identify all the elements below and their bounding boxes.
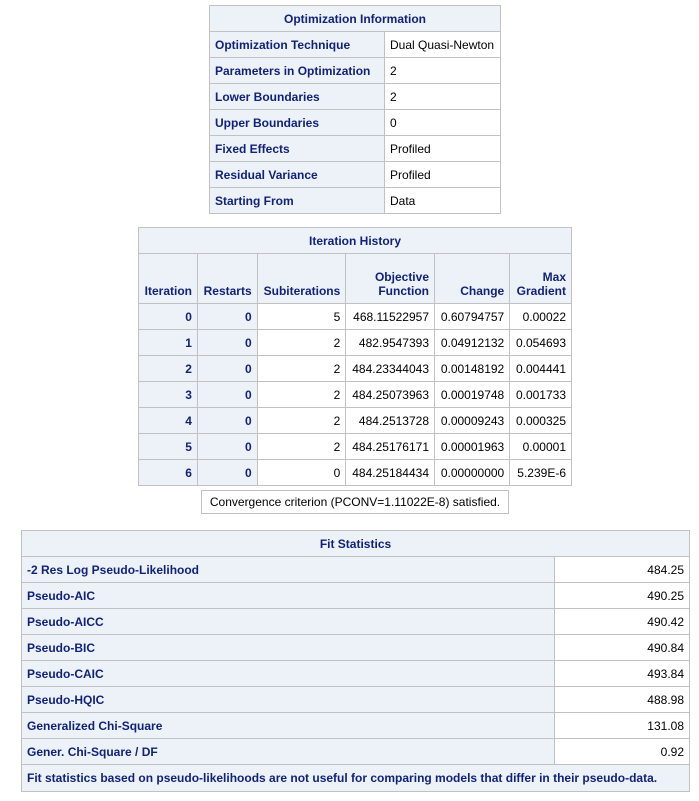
objective-cell: 482.9547393: [346, 330, 435, 356]
statistic-label: Pseudo-CAIC: [22, 661, 555, 687]
restarts-cell: 0: [197, 330, 257, 356]
table-row: [139, 356, 572, 382]
column-header-change: Change: [435, 254, 510, 304]
statistic-value: 0.92: [555, 739, 690, 765]
change-cell: 0.00019748: [435, 382, 510, 408]
table-row: [22, 635, 690, 661]
iteration-cell: 5: [139, 434, 198, 460]
statistic-label: Gener. Chi-Square / DF: [22, 739, 555, 765]
row-value: 0: [385, 110, 501, 136]
table-title: Optimization Information: [210, 6, 501, 32]
optimization-information-table: [209, 5, 501, 214]
table-row: [210, 110, 501, 136]
row-value: Profiled: [385, 136, 501, 162]
row-label: Upper Boundaries: [210, 110, 385, 136]
column-header-restarts: Restarts: [197, 254, 257, 304]
table-title: Fit Statistics: [22, 531, 690, 557]
table-row: [139, 330, 572, 356]
iteration-cell: 3: [139, 382, 198, 408]
objective-cell: 484.25184434: [346, 460, 435, 486]
change-cell: 0.00148192: [435, 356, 510, 382]
statistic-label: Pseudo-BIC: [22, 635, 555, 661]
row-value: 2: [385, 58, 501, 84]
subiterations-cell: 0: [257, 460, 346, 486]
change-cell: 0.60794757: [435, 304, 510, 330]
subiterations-cell: 5: [257, 304, 346, 330]
row-value: 2: [385, 84, 501, 110]
gradient-cell: 0.00022: [510, 304, 572, 330]
statistic-label: -2 Res Log Pseudo-Likelihood: [22, 557, 555, 583]
gradient-cell: 0.000325: [510, 408, 572, 434]
table-row: [139, 304, 572, 330]
gradient-cell: 0.00001: [510, 434, 572, 460]
statistic-value: 488.98: [555, 687, 690, 713]
table-row: [139, 434, 572, 460]
objective-cell: 468.11522957: [346, 304, 435, 330]
table-row: [210, 84, 501, 110]
table-row: [22, 713, 690, 739]
table-row: [210, 32, 501, 58]
column-header-iteration: Iteration: [139, 254, 198, 304]
row-label: Parameters in Optimization: [210, 58, 385, 84]
table-row: [139, 460, 572, 486]
optimization-info-rows: [210, 32, 501, 214]
table-row: [139, 382, 572, 408]
table-title: Iteration History: [139, 228, 572, 254]
table-row: [210, 162, 501, 188]
table-footnote: Fit statistics based on pseudo-likelihoods are not useful for comparing models that differ in their pseudo-data.: [22, 765, 690, 792]
row-value: Dual Quasi-Newton: [385, 32, 501, 58]
subiterations-cell: 2: [257, 330, 346, 356]
objective-cell: 484.25176171: [346, 434, 435, 460]
objective-cell: 484.23344043: [346, 356, 435, 382]
subiterations-cell: 2: [257, 434, 346, 460]
objective-cell: 484.2513728: [346, 408, 435, 434]
iteration-history-rows: [139, 304, 572, 486]
column-header-subiterations: Subiterations: [257, 254, 346, 304]
table-row: [210, 136, 501, 162]
subiterations-cell: 2: [257, 382, 346, 408]
subiterations-cell: 2: [257, 408, 346, 434]
iteration-cell: 6: [139, 460, 198, 486]
gradient-cell: 5.239E-6: [510, 460, 572, 486]
iteration-cell: 2: [139, 356, 198, 382]
iteration-cell: 4: [139, 408, 198, 434]
subiterations-cell: 2: [257, 356, 346, 382]
row-value: Data: [385, 188, 501, 214]
change-cell: 0.00000000: [435, 460, 510, 486]
row-label: Optimization Technique: [210, 32, 385, 58]
restarts-cell: 0: [197, 304, 257, 330]
statistic-label: Pseudo-AIC: [22, 583, 555, 609]
table-row: [22, 687, 690, 713]
column-header-objective-function: Objective Function: [346, 254, 435, 304]
statistic-value: 490.84: [555, 635, 690, 661]
statistic-value: 490.25: [555, 583, 690, 609]
change-cell: 0.04912132: [435, 330, 510, 356]
table-row: [210, 58, 501, 84]
table-row: [22, 557, 690, 583]
restarts-cell: 0: [197, 434, 257, 460]
statistic-value: 490.42: [555, 609, 690, 635]
statistic-label: Generalized Chi-Square: [22, 713, 555, 739]
gradient-cell: 0.054693: [510, 330, 572, 356]
statistic-value: 493.84: [555, 661, 690, 687]
iteration-history-table: [138, 227, 572, 486]
convergence-status: Convergence criterion (PCONV=1.11022E-8) satisfied.: [201, 490, 509, 514]
restarts-cell: 0: [197, 356, 257, 382]
row-label: Residual Variance: [210, 162, 385, 188]
statistic-label: Pseudo-HQIC: [22, 687, 555, 713]
statistic-value: 131.08: [555, 713, 690, 739]
row-label: Starting From: [210, 188, 385, 214]
fit-statistics-rows: [22, 557, 690, 765]
restarts-cell: 0: [197, 460, 257, 486]
iteration-cell: 0: [139, 304, 198, 330]
change-cell: 0.00009243: [435, 408, 510, 434]
fit-statistics-table: [21, 530, 690, 792]
restarts-cell: 0: [197, 408, 257, 434]
gradient-cell: 0.001733: [510, 382, 572, 408]
table-row: [210, 188, 501, 214]
table-row: [22, 661, 690, 687]
change-cell: 0.00001963: [435, 434, 510, 460]
table-row: [139, 408, 572, 434]
row-label: Fixed Effects: [210, 136, 385, 162]
iteration-cell: 1: [139, 330, 198, 356]
statistic-value: 484.25: [555, 557, 690, 583]
row-label: Lower Boundaries: [210, 84, 385, 110]
restarts-cell: 0: [197, 382, 257, 408]
table-row: [22, 739, 690, 765]
table-row: [22, 609, 690, 635]
objective-cell: 484.25073963: [346, 382, 435, 408]
row-value: Profiled: [385, 162, 501, 188]
table-row: [22, 583, 690, 609]
gradient-cell: 0.004441: [510, 356, 572, 382]
statistic-label: Pseudo-AICC: [22, 609, 555, 635]
column-header-max-gradient: Max Gradient: [510, 254, 572, 304]
